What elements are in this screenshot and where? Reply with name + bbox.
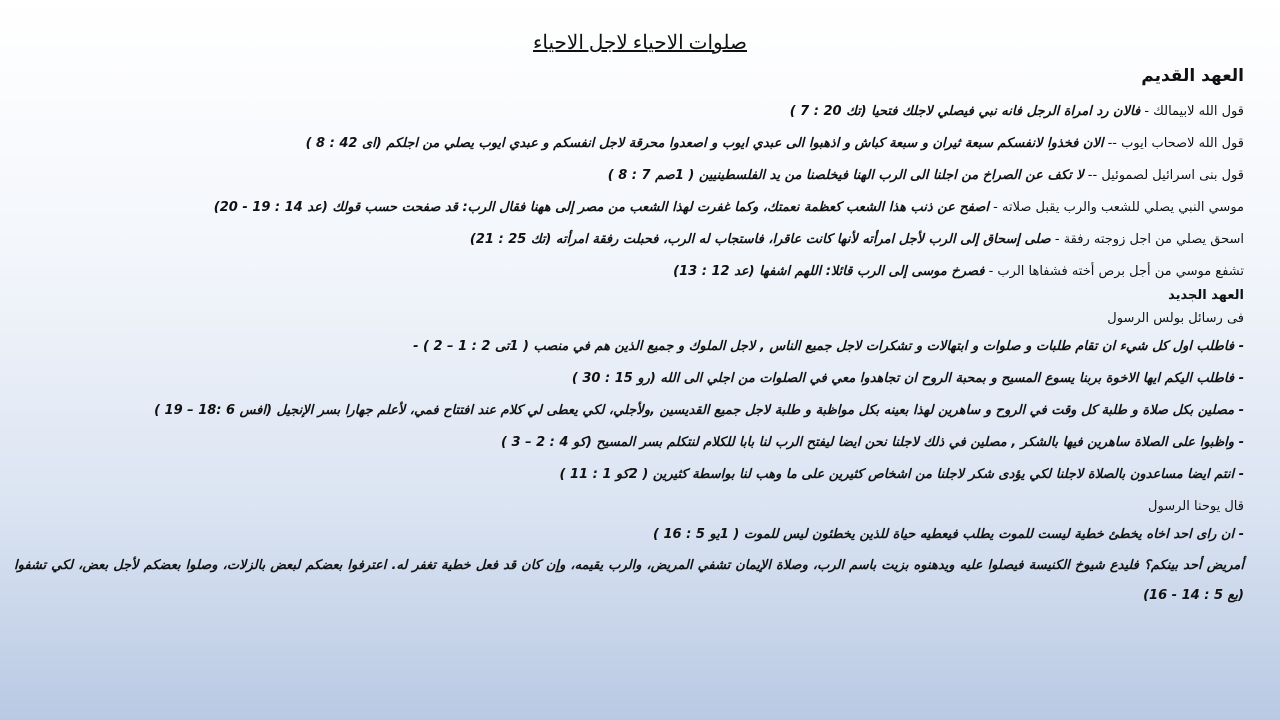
paul-list [14,331,1244,491]
separator: -- [1083,168,1102,183]
paul-heading: فى رسائل بولس الرسول [1107,311,1244,326]
verse-reference: (عد 12 : 13) [673,264,760,279]
separator: - [989,200,1002,215]
page-title: صلوات الاحياء لاجل الاحياء [533,32,747,54]
separator: - [1140,104,1154,119]
verse-text: فصرخ موسى إلى الرب قائلا: اللهم اشفها [759,264,985,279]
new-testament-heading: العهد الجديد [1168,288,1244,303]
verse-reference: ( 2كو 1 : 11 ) [559,467,653,482]
verse-reference: (تك 20 : 7 ) [789,104,872,119]
verse-text: فالان رد امراة الرجل فانه نبي فيصلي لاجلك فتحيا [871,104,1141,119]
verse-line [14,192,1244,224]
verse-text: - فاطلب اول كل شيء ان تقام طلبات و صلوات و ابتهالات و تشكرات لاجل جميع الناس , لاجل الملوك و جميع الذين هم في منصب [533,339,1244,354]
separator: -- [1103,136,1122,151]
speaker-text: موسي النبي يصلي للشعب والرب يقبل صلاته [1002,200,1244,215]
old-testament-heading: العهد القديم [1141,66,1244,86]
verse-reference: (تك 25 : 21) [469,232,556,247]
james-paragraph: أمريض أحد بينكم؟ فليدع شيوخ الكنيسة فيصلوا عليه ويدهنوه بزيت باسم الرب، وصلاة الإيمان تشفي المريض، والرب يقيمه، وإن كان قد فعل خطية تغفر له. اعترفوا بعضكم لبعض بالزلات، وصلوا بعضكم لأجل بعض، لكي تشفوا (يع 5 : 14 - 16) [14,558,1244,603]
verse-reference: (اى 42 : 8 ) [305,136,387,151]
verse-text: صلى إسحاق إلى الرب لأجل امرأته لأنها كانت عاقرا، فاستجاب له الرب، فحبلت رفقة امرأته [555,232,1051,247]
verse-reference: ( 1صم 7 : 8 ) [607,168,699,183]
speaker-text: تشفع موسي من أجل برص أخته فشفاها الرب [997,264,1244,279]
separator: - [1050,232,1064,247]
verse-line [14,395,1244,427]
verse-line [14,224,1244,256]
verse-text: اصفح عن ذنب هذا الشعب كعظمة نعمتك، وكما غفرت لهذا الشعب من مصر إلى ههنا فقال الرب: قد صفحت حسب قولك [332,200,990,215]
verse-line [14,519,1244,551]
speaker-text: قول بنى اسرائيل لصموئيل [1101,168,1244,183]
verse-reference: ( 1يو 5 : 16 ) [653,527,744,542]
verse-reference: ( 1تى 2 : 1 – 2 ) - [413,339,534,354]
verse-text: - ان راى احد اخاه يخطئ خطية ليست للموت يطلب فيعطيه حياة للذين يخطئون ليس للموت [743,527,1244,542]
verse-line [14,96,1244,128]
separator: - [984,264,998,279]
verse-reference: (عد 14 : 19 - 20) [213,200,333,215]
verse-line [14,128,1244,160]
verse-line [14,459,1244,491]
verse-line [14,331,1244,363]
verse-line [14,256,1244,288]
speaker-text: قول الله لابيمالك [1153,104,1244,119]
speaker-text: اسحق يصلي من اجل زوجته رفقة [1063,232,1244,247]
verse-line [14,363,1244,395]
verse-reference: (رو 15 : 30 ) [571,371,661,386]
verse-text: - فاطلب اليكم ايها الاخوة بربنا يسوع المسيح و بمحبة الروح ان تجاهدوا معي في الصلوات من اجلي الى الله [660,371,1244,386]
verse-text: - واظبوا على الصلاة ساهرين فيها بالشكر , مصلين في ذلك لاجلنا نحن ايضا ليفتح الرب لنا بابا للكلام لنتكلم بسر المسيح [596,435,1244,450]
verse-reference: (كو 4 : 2 – 3 ) [501,435,597,450]
john-list [14,519,1244,551]
old-testament-list [14,96,1244,288]
verse-line [14,427,1244,459]
speaker-text: قول الله لاصحاب ايوب [1121,136,1244,151]
verse-line [14,160,1244,192]
verse-text: لا تكف عن الصراخ من اجلنا الى الرب الهنا فيخلصنا من يد الفلسطينيين [698,168,1084,183]
verse-text: - انتم ايضا مساعدون بالصلاة لاجلنا لكي يؤدى شكر لاجلنا من اشخاص كثيرين على ما وهب لنا بواسطة كثيرين [652,467,1244,482]
verse-text: الان فخذوا لانفسكم سبعة ثيران و سبعة كباش و اذهبوا الى عبدي ايوب و اصعدوا محرقة لاجل انفسكم و عبدي ايوب يصلي من اجلكم [386,136,1104,151]
verse-text: - مصلين بكل صلاة و طلبة كل وقت في الروح و ساهرين لهذا بعينه بكل مواظبة و طلبة لاجل جميع القديسين ,ولأجلي، لكي يعطى لي كلام عند افتتاح فمي، لأعلم جهارا بسر الإنجيل [276,403,1244,418]
john-heading: قال يوحنا الرسول [1148,499,1244,514]
verse-reference: (افس 6 :18 – 19 ) [154,403,277,418]
content [14,66,1244,611]
